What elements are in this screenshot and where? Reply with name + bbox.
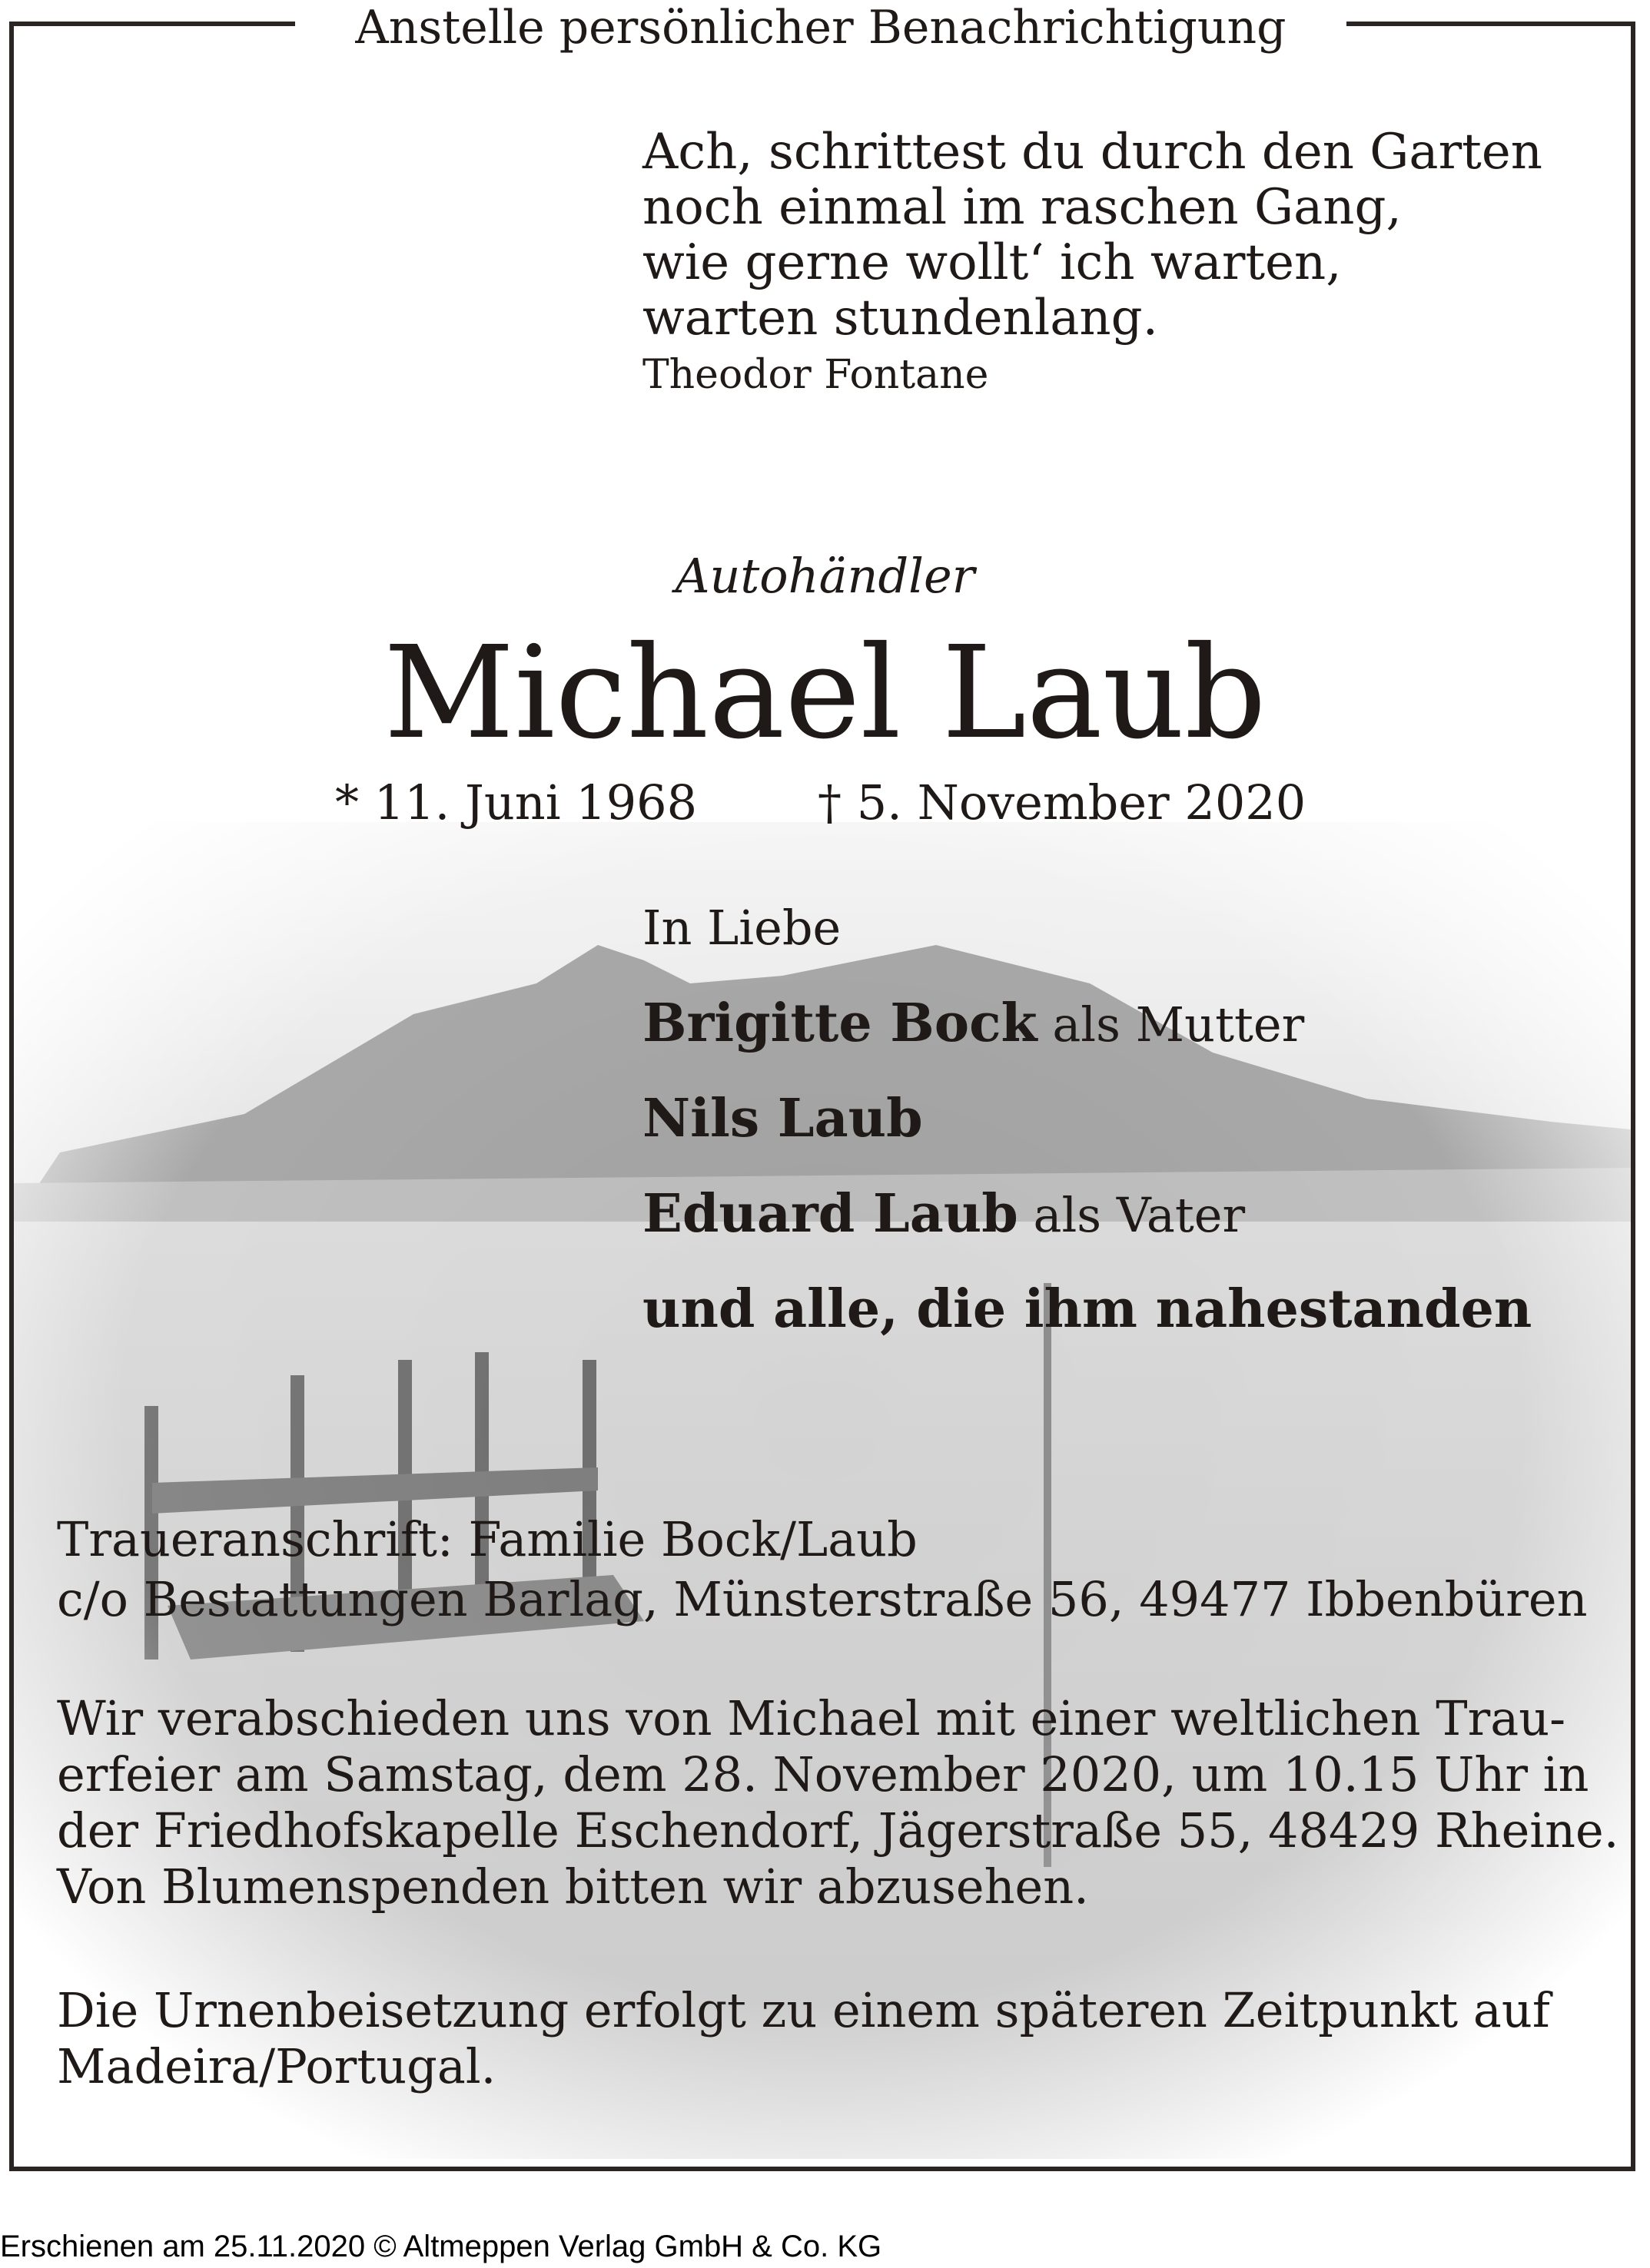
deceased-name: Michael Laub [383, 619, 1267, 768]
poem [642, 124, 1542, 401]
ceremony-line: der Friedhofskapelle Eschendorf, Jägerstraße 55, 48429 Rheine. [57, 1802, 1619, 1858]
poem-line: wie gerne wollt‘ ich warten, [642, 234, 1342, 291]
burial-line: Madeira/Portugal. [57, 2038, 496, 2094]
profession: Autohändler [675, 548, 975, 604]
publication-footer: Erschienen am 25.11.2020 © Altmeppen Verlag GmbH & Co. KG [0, 2230, 882, 2263]
birth-date: * 11. Juni 1968 [335, 774, 698, 831]
mourner-name: Eduard Laub [642, 1183, 1018, 1245]
mourners-intro: In Liebe [642, 900, 842, 956]
mourners-others: und alle, die ihm nahestanden [642, 1278, 1532, 1340]
poem-line: Ach, schrittest du durch den Garten [642, 124, 1542, 181]
mourner-name: Nils Laub [642, 1088, 923, 1149]
ceremony-line: erfeier am Samstag, dem 28. November 2020, um 10.15 Uhr in [57, 1746, 1589, 1802]
mourning-address [57, 1510, 1588, 1630]
mourner [642, 1088, 1532, 1183]
mourner [642, 993, 1532, 1088]
notice-header: Anstelle persönlicher Benachrichtigung [355, 1, 1286, 55]
mourner-relation: als Mutter [1052, 996, 1305, 1053]
burial-paragraph [57, 1982, 1602, 2094]
address-line: Traueranschrift: Familie Bock/Laub [57, 1511, 918, 1567]
poem-line: noch einmal im raschen Gang, [642, 179, 1402, 236]
ceremony-line: Von Blumenspenden bitten wir abzusehen. [57, 1858, 1089, 1915]
address-line: c/o Bestattungen Barlag, Münsterstraße 56, 49477 Ibbenbüren [57, 1571, 1588, 1627]
mourners [642, 897, 1532, 1374]
poem-line: warten stundenlang. [642, 290, 1158, 346]
ceremony-line: Wir verabschieden uns von Michael mit einer weltlichen Trau- [57, 1690, 1566, 1746]
ceremony-paragraph [57, 1690, 1619, 1915]
death-date: † 5. November 2020 [818, 774, 1306, 831]
mourner-name: Brigitte Bock [642, 993, 1037, 1054]
mourner [642, 1183, 1532, 1278]
poem-author: Theodor Fontane [642, 352, 989, 398]
mourner-relation: als Vater [1033, 1187, 1246, 1243]
burial-line: Die Urnenbeisetzung erfolgt zu einem späteren Zeitpunkt auf [57, 1982, 1550, 2038]
